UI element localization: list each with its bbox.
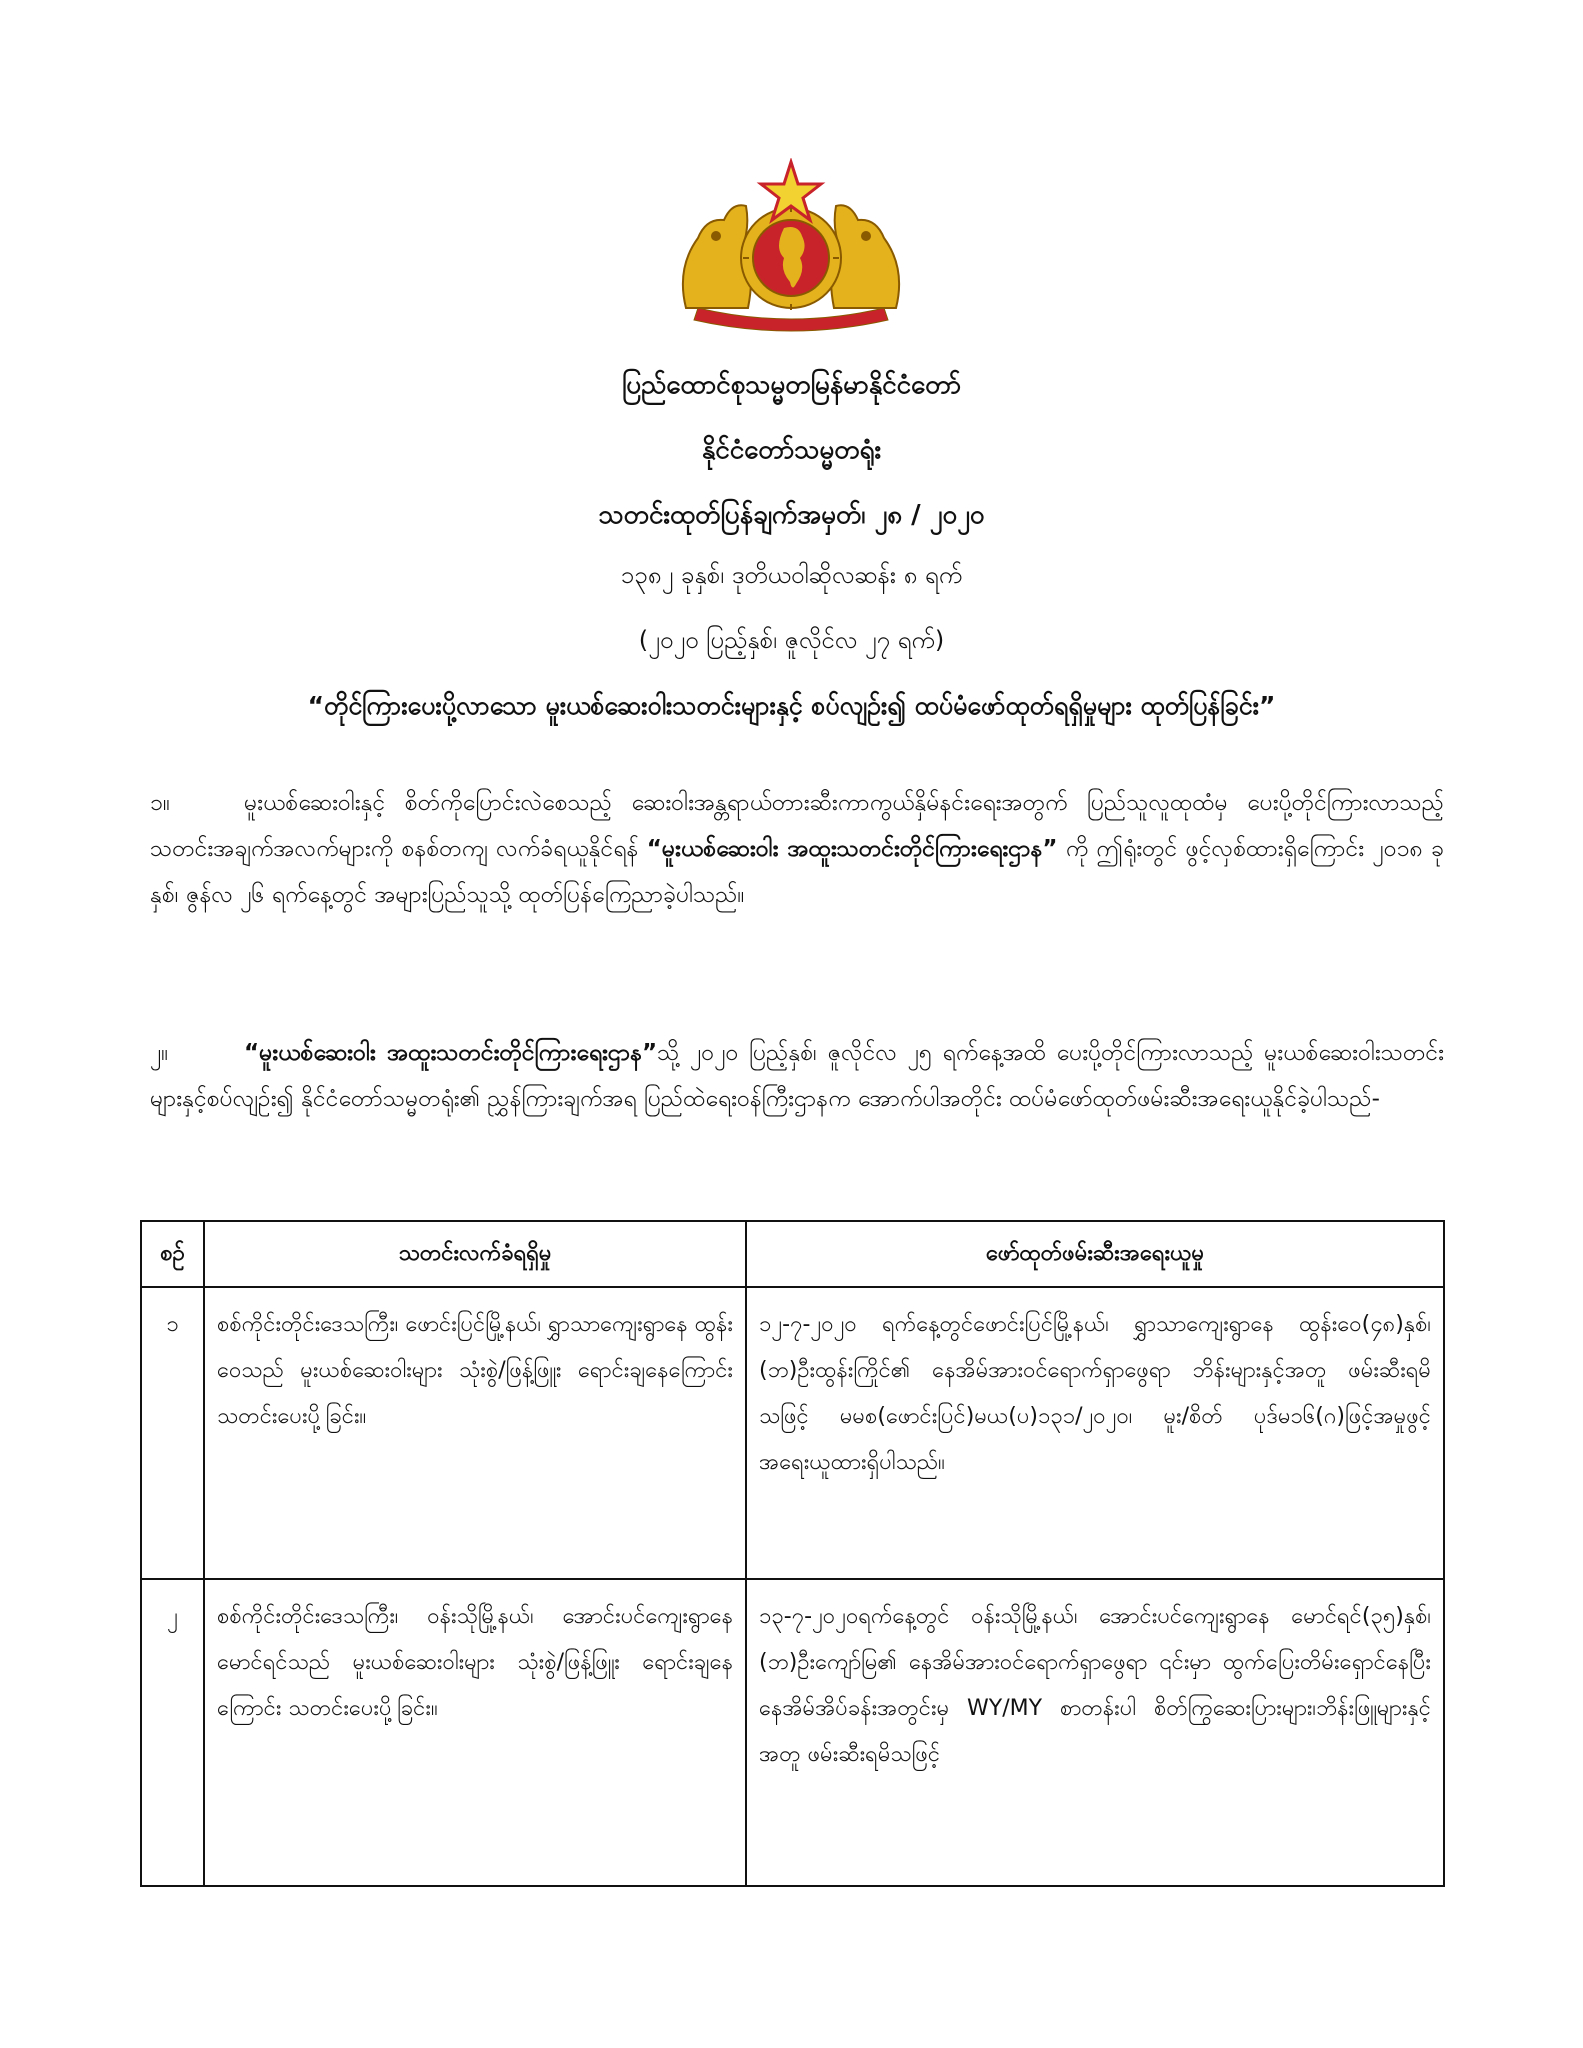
office-title: နိုင်ငံတော်သမ္မတရုံး — [701, 435, 882, 465]
paragraph-1 — [150, 780, 1444, 918]
cases-table — [140, 1220, 1445, 1887]
row-action-text: ၁၂-၇-၂၀၂၀ ရက်နေ့တွင်ဖောင်းပြင်မြို့နယ်၊ ရွှာသာကျေးရွာနေ ထွန်းဝေ(၄၈)နှစ်၊(ဘ)ဦးထွန်းကြိုင်၏ နေအိမ်အားဝင်ရောက်ရှာဖွေရာ ဘိန်းများနှင့်အတူ ဖမ်းဆီးရမိသဖြင့် မမစ(ဖောင်းပြင်)မယ(ပ)၁၃၁/၂၀၂၀၊ မူး/စိတ် ပုဒ်မ၁၆(ဂ)ဖြင့်အမှုဖွင့် အရေးယူထားရှိပါသည်။ — [746, 1287, 1444, 1579]
date-gregorian: (၂၀၂၀ ပြည့်နှစ်၊ ဇူလိုင်လ ၂၇ ရက်) — [638, 626, 945, 654]
paragraph-emphasis: “မူးယစ်ဆေးဝါး အထူးသတင်းတိုင်ကြားရေးဌာန” — [646, 836, 1058, 862]
country-title: ပြည်ထောင်စုသမ္မတမြန်မာနိုင်ငံတော် — [621, 370, 962, 400]
table-header-row — [141, 1221, 1444, 1287]
paragraph-number: ၁။ — [150, 790, 170, 816]
row-report-text: စစ်ကိုင်းတိုင်းဒေသကြီး၊ ဖောင်းပြင်မြို့နယ်၊ ရွှာသာကျေးရွာနေ ထွန်းဝေသည် မူးယစ်ဆေးဝါးများ သုံးစွဲ/ဖြန့်ဖြူး ရောင်းချနေကြောင်း သတင်းပေးပို့ခြင်း။ — [204, 1287, 746, 1579]
subject-heading: “တိုင်ကြားပေးပို့လာသော မူးယစ်ဆေးဝါးသတင်းများနှင့် စပ်လျဉ်း၍ ထပ်မံဖော်ထုတ်ရရှိမှုများ ထုတ်ပြန်ခြင်း” — [307, 691, 1276, 720]
paragraph-text: သို့ ၂၀၂၀ ပြည့်နှစ်၊ ဇူလိုင်လ ၂၅ ရက်နေ့အထိ ပေးပို့တိုင်ကြားလာသည့် မူးယစ်ဆေးဝါးသတင်းများနှင့်စပ်လျဉ်း၍ နိုင်ငံတော်သမ္မတရုံး၏ ညွှန်ကြားချက်အရ ပြည်ထဲရေးဝန်ကြီးဌာနက အောက်ပါအတိုင်း ထပ်မံဖော်ထုတ်ဖမ်းဆီးအရေးယူနိုင်ခဲ့ပါသည်- — [150, 1040, 1444, 1112]
release-number: သတင်းထုတ်ပြန်ချက်အမှတ်၊ ၂၈ / ၂၀၂၀ — [598, 500, 985, 530]
row-report-text: စစ်ကိုင်းတိုင်းဒေသကြီး၊ ဝန်းသိုမြို့နယ်၊ အောင်းပင်ကျေးရွာနေ မောင်ရင်သည် မူးယစ်ဆေးဝါးများ သုံးစွဲ/ဖြန့်ဖြူး ရောင်းချနေကြောင်း သတင်းပေးပို့ခြင်း။ — [204, 1579, 746, 1886]
paragraph-text: ကို ဤရုံးတွင် ဖွင့်လှစ်ထားရှိကြောင်း ၂၀၁၈ ခုနှစ်၊ ဇွန်လ ၂၆ ရက်နေ့တွင် အများပြည်သူသို့ ထုတ်ပြန်ကြေညာခဲ့ပါသည်။ — [150, 836, 1444, 908]
paragraph-emphasis: “မူးယစ်ဆေးဝါး အထူးသတင်းတိုင်ကြားရေးဌာန” — [244, 1040, 658, 1066]
row-serial: ၁ — [141, 1287, 204, 1579]
table-row — [141, 1287, 1444, 1579]
row-serial: ၂ — [141, 1579, 204, 1886]
paragraph-text: မူးယစ်ဆေးဝါးနှင့် စိတ်ကိုပြောင်းလဲစေသည့် ဆေးဝါးအန္တရာယ်တားဆီးကာကွယ်နှိမ်နင်းရေးအတွက် ပြည်သူလူထုထံမှ ပေးပို့တိုင်ကြားလာသည့် သတင်းအချက်အလက်များကို စနစ်တကျ လက်ခံရယူနိုင်ရန် — [150, 790, 1444, 862]
row-action-text: ၁၃-၇-၂၀၂၀ရက်နေ့တွင် ဝန်းသိုမြို့နယ်၊ အောင်းပင်ကျေးရွာနေ မောင်ရင်(၃၅)နှစ်၊(ဘ)ဦးကျော်မြ၏ နေအိမ်အားဝင်ရောက်ရှာဖွေရာ ၎င်းမှာ ထွက်ပြေးတိမ်းရှောင်နေပြီး နေအိမ်အိပ်ခန်းအတွင်းမှ WY/MY စာတန်းပါ စိတ်ကြွဆေးပြားများ၊ဘိန်းဖြူများနှင့်အတူ ဖမ်းဆီးရမိသဖြင့် — [746, 1579, 1444, 1886]
column-header-action: ဖော်ထုတ်ဖမ်းဆီးအရေးယူမှု — [746, 1221, 1444, 1287]
date-myanmar: ၁၃၈၂ ခုနှစ်၊ ဒုတိယဝါဆိုလဆန်း ၈ ရက် — [620, 561, 963, 589]
paragraph-number: ၂။ — [150, 1040, 169, 1066]
column-header-report: သတင်းလက်ခံရရှိမှု — [204, 1221, 746, 1287]
column-header-serial: စဉ် — [141, 1221, 204, 1287]
table-row — [141, 1579, 1444, 1886]
paragraph-2 — [150, 1030, 1444, 1122]
state-seal-icon — [676, 158, 906, 333]
